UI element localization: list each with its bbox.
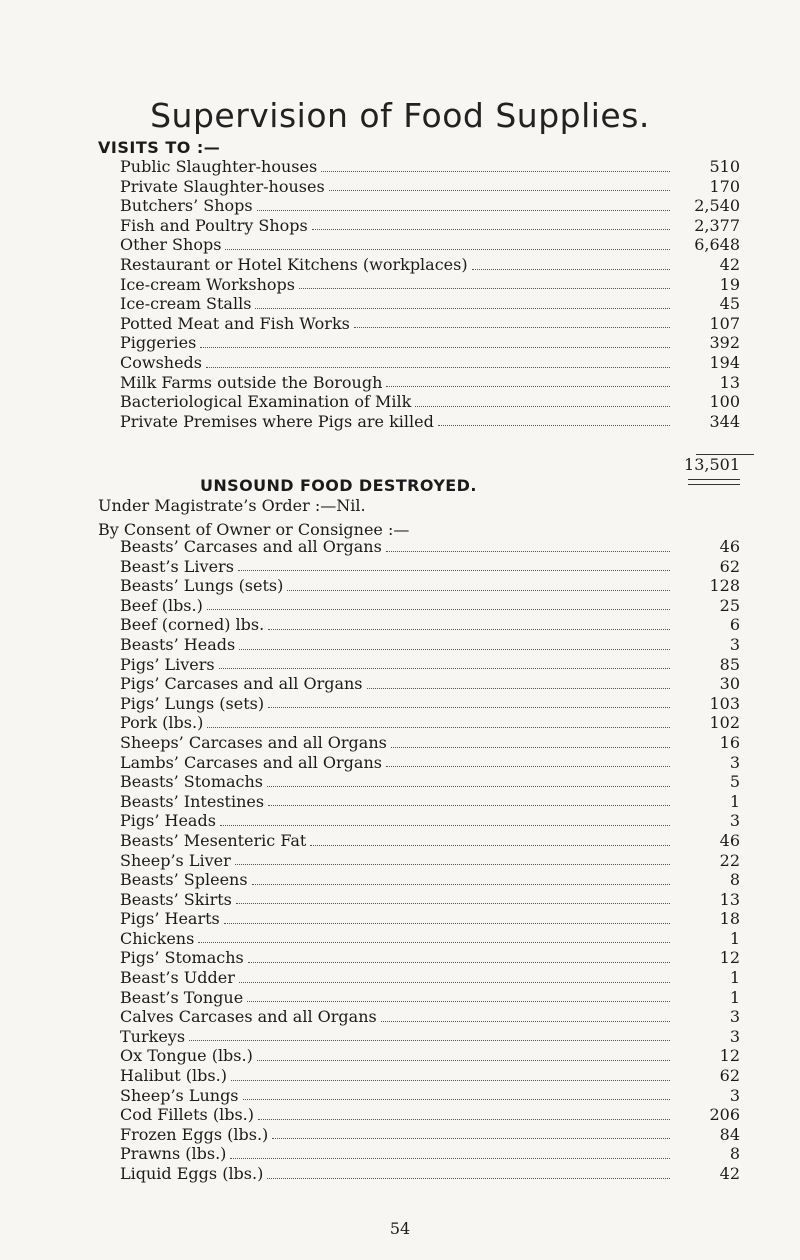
destroyed-item-row (120, 557, 740, 577)
item-label: Pigs’ Livers (120, 654, 215, 674)
item-value: 84 (719, 1124, 740, 1144)
dot-leader (310, 845, 670, 846)
item-label: Beasts’ Spleens (120, 870, 248, 890)
dot-leader (268, 805, 670, 806)
item-label: Beast’s Udder (120, 968, 235, 988)
item-value: 62 (719, 1066, 740, 1086)
dot-leader (225, 249, 670, 250)
destroyed-item-row (120, 1007, 740, 1027)
dot-leader (207, 727, 670, 728)
item-value: 2,540 (694, 196, 740, 216)
item-label: Cod Fillets (lbs.) (120, 1105, 254, 1125)
dot-leader (236, 903, 670, 904)
destroyed-item-row (120, 890, 740, 910)
item-value: 25 (719, 595, 740, 615)
destroyed-item-row (120, 674, 740, 694)
dot-leader (252, 884, 670, 885)
item-label: Cowsheds (120, 352, 203, 372)
item-value: 3 (729, 1085, 740, 1105)
item-label: Public Slaughter-houses (120, 157, 318, 176)
item-value: 8 (729, 1144, 740, 1164)
item-label: Bacteriological Examination of Milk (120, 392, 412, 412)
item-value: 13 (719, 372, 740, 392)
visit-row (120, 196, 740, 216)
item-value: 3 (729, 1026, 740, 1046)
destroyed-item-row (120, 615, 740, 635)
item-label: Beef (lbs.) (120, 595, 203, 615)
destroyed-item-row (120, 655, 740, 675)
visits-list (120, 157, 740, 431)
item-value: 13 (719, 889, 740, 909)
item-value: 170 (709, 176, 740, 196)
destroyed-item-row (120, 831, 740, 851)
item-label: Beasts’ Intestines (120, 791, 265, 811)
item-label: Ice-cream Stalls (120, 294, 252, 314)
item-value: 392 (709, 333, 740, 353)
dot-leader (198, 942, 670, 943)
dot-leader (321, 171, 670, 172)
item-label: Restaurant or Hotel Kitchens (workplaces) (120, 254, 468, 274)
destroyed-item-row (120, 988, 740, 1008)
visit-row (120, 333, 740, 353)
dot-leader (235, 864, 670, 865)
item-value: 8 (729, 870, 740, 890)
dot-leader (207, 609, 670, 610)
item-value: 42 (719, 254, 740, 274)
destroyed-item-row (120, 1066, 740, 1086)
item-label: Beasts’ Heads (120, 634, 236, 654)
destroyed-item-row (120, 596, 740, 616)
item-value: 6,648 (694, 235, 740, 255)
visit-row (120, 294, 740, 314)
item-label: Ice-cream Workshops (120, 274, 295, 294)
dot-leader (243, 1099, 670, 1100)
dot-leader (312, 229, 670, 230)
dot-leader (415, 406, 670, 407)
magistrate-order-line: Under Magistrate’s Order :—Nil. (98, 496, 366, 515)
item-value: 19 (719, 274, 740, 294)
item-value: 12 (719, 1046, 740, 1066)
destroyed-item-row (120, 909, 740, 929)
item-value: 510 (709, 157, 740, 176)
destroyed-item-row (120, 733, 740, 753)
destroyed-items-list (120, 537, 740, 1184)
item-label: Other Shops (120, 235, 222, 255)
item-value: 62 (719, 556, 740, 576)
destroyed-item-row (120, 870, 740, 890)
visit-row (120, 157, 740, 177)
dot-leader (438, 425, 670, 426)
item-value: 18 (719, 909, 740, 929)
dot-leader (329, 190, 670, 191)
item-value: 3 (729, 811, 740, 831)
destroyed-item-row (120, 1027, 740, 1047)
dot-leader (287, 590, 670, 591)
destroyed-item-row (120, 948, 740, 968)
item-label: Prawns (lbs.) (120, 1144, 227, 1164)
visits-heading: VISITS TO :— (98, 138, 221, 157)
dot-leader (472, 269, 670, 270)
unsound-food-heading: UNSOUND FOOD DESTROYED. (200, 476, 477, 495)
item-value: 45 (719, 294, 740, 314)
visit-row (120, 353, 740, 373)
item-label: Beasts’ Lungs (sets) (120, 576, 284, 596)
item-label: Private Slaughter-houses (120, 176, 325, 196)
item-value: 12 (719, 948, 740, 968)
dot-leader (386, 766, 670, 767)
destroyed-item-row (120, 635, 740, 655)
item-label: Sheeps’ Carcases and all Organs (120, 732, 387, 752)
item-value: 194 (709, 352, 740, 372)
visit-row (120, 177, 740, 197)
item-label: Liquid Eggs (lbs.) (120, 1164, 264, 1183)
visit-row (120, 235, 740, 255)
item-label: Turkeys (120, 1026, 186, 1046)
destroyed-item-row (120, 713, 740, 733)
item-value: 16 (719, 732, 740, 752)
item-label: Halibut (lbs.) (120, 1066, 227, 1086)
item-label: Beast’s Tongue (120, 987, 244, 1007)
destroyed-item-row (120, 811, 740, 831)
dot-leader (239, 649, 670, 650)
dot-leader (386, 551, 670, 552)
destroyed-item-row (120, 1105, 740, 1125)
destroyed-item-row (120, 1125, 740, 1145)
item-value: 46 (719, 830, 740, 850)
item-label: Milk Farms outside the Borough (120, 372, 383, 392)
item-label: Pork (lbs.) (120, 713, 204, 733)
item-label: Lambs’ Carcases and all Organs (120, 752, 382, 772)
consent-heading: By Consent of Owner or Consignee :— (98, 520, 410, 539)
item-value: 30 (719, 674, 740, 694)
item-label: Beasts’ Mesenteric Fat (120, 830, 307, 850)
dot-leader (255, 308, 670, 309)
dot-leader (257, 1060, 670, 1061)
destroyed-item-row (120, 576, 740, 596)
dot-leader (258, 1119, 670, 1120)
destroyed-item-row (120, 1144, 740, 1164)
dot-leader (219, 668, 670, 669)
dot-leader (248, 962, 670, 963)
item-value: 1 (729, 987, 740, 1007)
item-label: Pigs’ Heads (120, 811, 216, 831)
dot-leader (391, 747, 670, 748)
destroyed-item-row (120, 968, 740, 988)
dot-leader (367, 688, 670, 689)
item-label: Pigs’ Hearts (120, 909, 220, 929)
destroyed-item-row (120, 753, 740, 773)
destroyed-item-row (120, 929, 740, 949)
item-value: 85 (719, 654, 740, 674)
visit-row (120, 275, 740, 295)
item-label: Sheep’s Lungs (120, 1085, 239, 1105)
visits-total: 13,501 (684, 455, 740, 474)
dot-leader (386, 386, 670, 387)
double-rule (688, 479, 740, 485)
dot-leader (354, 327, 670, 328)
item-value: 2,377 (694, 215, 740, 235)
item-value: 3 (729, 752, 740, 772)
dot-leader (189, 1040, 670, 1041)
dot-leader (299, 288, 670, 289)
dot-leader (267, 1178, 670, 1179)
dot-leader (267, 786, 670, 787)
item-label: Beasts’ Skirts (120, 889, 232, 909)
item-label: Chickens (120, 928, 195, 948)
item-label: Sheep’s Liver (120, 850, 231, 870)
destroyed-item-row (120, 694, 740, 714)
item-value: 1 (729, 791, 740, 811)
item-value: 344 (709, 411, 740, 431)
item-label: Fish and Poultry Shops (120, 215, 308, 235)
item-label: Beef (corned) lbs. (120, 615, 265, 635)
destroyed-item-row (120, 851, 740, 871)
dot-leader (230, 1158, 670, 1159)
item-value: 103 (709, 693, 740, 713)
dot-leader (272, 1138, 670, 1139)
dot-leader (268, 707, 670, 708)
destroyed-item-row (120, 1086, 740, 1106)
item-value: 206 (709, 1105, 740, 1125)
item-value: 1 (729, 928, 740, 948)
item-value: 22 (719, 850, 740, 870)
item-value: 5 (729, 772, 740, 792)
destroyed-item-row (120, 772, 740, 792)
visit-row (120, 392, 740, 412)
item-label: Potted Meat and Fish Works (120, 313, 350, 333)
destroyed-item-row (120, 537, 740, 557)
dot-leader (239, 982, 670, 983)
dot-leader (247, 1001, 670, 1002)
visit-row (120, 373, 740, 393)
item-value: 42 (719, 1164, 740, 1183)
item-value: 6 (729, 615, 740, 635)
item-label: Beasts’ Carcases and all Organs (120, 537, 382, 556)
item-value: 1 (729, 968, 740, 988)
dot-leader (268, 629, 670, 630)
page-number: 54 (389, 1219, 411, 1238)
item-value: 3 (729, 1007, 740, 1027)
item-label: Butchers’ Shops (120, 196, 253, 216)
dot-leader (206, 367, 670, 368)
item-label: Frozen Eggs (lbs.) (120, 1124, 269, 1144)
item-label: Pigs’ Lungs (sets) (120, 693, 265, 713)
page-title: Supervision of Food Supplies. (150, 96, 650, 135)
item-label: Calves Carcases and all Organs (120, 1007, 377, 1027)
item-label: Pigs’ Carcases and all Organs (120, 674, 363, 694)
dot-leader (200, 347, 670, 348)
item-value: 100 (709, 392, 740, 412)
visit-row (120, 314, 740, 334)
visit-row (120, 412, 740, 432)
dot-leader (238, 570, 670, 571)
item-label: Ox Tongue (lbs.) (120, 1046, 253, 1066)
item-value: 3 (729, 634, 740, 654)
destroyed-item-row (120, 1164, 740, 1184)
item-label: Beast’s Livers (120, 556, 234, 576)
item-value: 107 (709, 313, 740, 333)
dot-leader (220, 825, 670, 826)
dot-leader (231, 1080, 670, 1081)
visit-row (120, 255, 740, 275)
dot-leader (224, 923, 670, 924)
item-label: Beasts’ Stomachs (120, 772, 263, 792)
item-value: 102 (709, 713, 740, 733)
item-value: 128 (709, 576, 740, 596)
visit-row (120, 216, 740, 236)
item-label: Piggeries (120, 333, 197, 353)
destroyed-item-row (120, 792, 740, 812)
item-value: 46 (719, 537, 740, 556)
destroyed-item-row (120, 1046, 740, 1066)
item-label: Private Premises where Pigs are killed (120, 411, 434, 431)
dot-leader (381, 1021, 670, 1022)
item-label: Pigs’ Stomachs (120, 948, 244, 968)
dot-leader (257, 210, 670, 211)
